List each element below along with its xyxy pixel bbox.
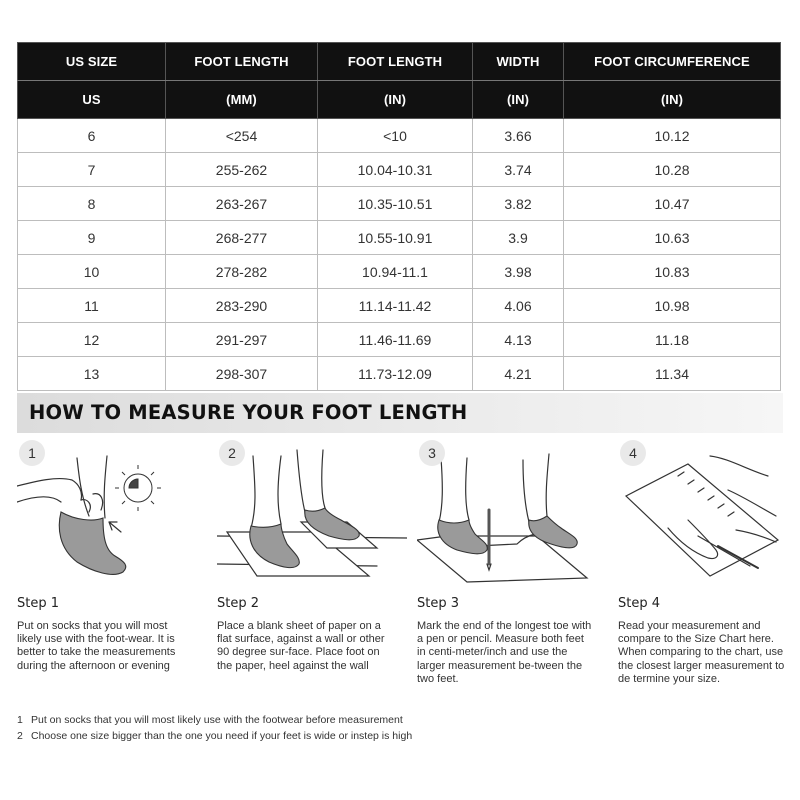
table-row [18,153,781,187]
cell-length-in: <10 [318,119,473,153]
footnote-number: 2 [17,730,23,742]
cell-circumference: 11.34 [564,357,781,391]
header-width: WIDTH [473,43,564,81]
footnote [17,712,777,728]
cell-circumference: 10.12 [564,119,781,153]
table-row [18,357,781,391]
cell-length-mm: 283-290 [166,289,318,323]
table-row [18,221,781,255]
cell-width: 3.9 [473,221,564,255]
table-row [18,323,781,357]
cell-circumference: 10.98 [564,289,781,323]
cell-length-mm: 255-262 [166,153,318,187]
cell-circumference: 11.18 [564,323,781,357]
mark-toe-icon [417,436,607,596]
cell-circumference: 10.47 [564,187,781,221]
cell-us-size: 13 [18,357,166,391]
unit-mm: (MM) [166,81,318,119]
step-3 [417,436,607,706]
table-row [18,187,781,221]
step-label: Step 2 [217,596,260,611]
header-foot-length-in: FOOT LENGTH [318,43,473,81]
feet-on-paper-icon [217,436,407,596]
step-description: Put on socks that you will most likely use with the foot-wear. It is better to take the measurements during the afternoon or evening [17,620,176,672]
footnote-text: Choose one size bigger than the one you need if your feet is wide or instep is high [31,730,413,742]
cell-width: 3.74 [473,153,564,187]
cell-us-size: 10 [18,255,166,289]
table-header-row [18,43,781,81]
cell-width: 4.21 [473,357,564,391]
table-row [18,255,781,289]
step-description: Read your measurement and compare to the Size Chart here. When comparing to the chart, use the closest larger measurement to de termine your size. [618,620,785,685]
step-label: Step 4 [618,596,661,611]
cell-circumference: 10.63 [564,221,781,255]
cell-width: 3.98 [473,255,564,289]
cell-length-mm: 298-307 [166,357,318,391]
step-number: 1 [19,440,45,466]
ruler-measure-icon [618,436,798,596]
cell-length-mm: 278-282 [166,255,318,289]
unit-us: US [18,81,166,119]
cell-length-in: 10.35-10.51 [318,187,473,221]
cell-circumference: 10.83 [564,255,781,289]
step-2 [217,436,407,706]
step-label: Step 1 [17,596,60,611]
cell-length-in: 10.55-10.91 [318,221,473,255]
unit-in-circumference: (IN) [564,81,781,119]
header-foot-length-mm: FOOT LENGTH [166,43,318,81]
cell-us-size: 6 [18,119,166,153]
cell-width: 3.82 [473,187,564,221]
cell-length-in: 10.04-10.31 [318,153,473,187]
footnote [17,728,777,744]
step-description: Mark the end of the longest toe with a pen or pencil. Measure both feet in centi-meter/inch and use the larger measurement be-tween the two feet. [417,620,592,685]
step-description: Place a blank sheet of paper on a flat surface, against a wall or other 90 degree sur-face. Place foot on the paper, heel against the wall [217,620,385,672]
header-foot-circumference: FOOT CIRCUMFERENCE [564,43,781,81]
cell-us-size: 9 [18,221,166,255]
cell-length-in: 11.14-11.42 [318,289,473,323]
unit-in-width: (IN) [473,81,564,119]
cell-length-in: 10.94-11.1 [318,255,473,289]
cell-width: 3.66 [473,119,564,153]
cell-length-mm: 268-277 [166,221,318,255]
step-4 [618,436,800,706]
cell-us-size: 7 [18,153,166,187]
cell-length-mm: 263-267 [166,187,318,221]
cell-width: 4.13 [473,323,564,357]
cell-us-size: 8 [18,187,166,221]
step-number: 2 [219,440,245,466]
step-number: 3 [419,440,445,466]
footnote-text: Put on socks that you will most likely use with the footwear before measurement [31,714,403,726]
step-label: Step 3 [417,596,460,611]
table-unit-row [18,81,781,119]
section-title: HOW TO MEASURE YOUR FOOT LENGTH [29,401,468,424]
cell-us-size: 11 [18,289,166,323]
cell-us-size: 12 [18,323,166,357]
cell-circumference: 10.28 [564,153,781,187]
table-row [18,119,781,153]
cell-length-mm: 291-297 [166,323,318,357]
how-to-measure-banner [17,393,783,433]
footnote-number: 1 [17,714,23,726]
size-chart-table [17,42,781,391]
sock-on-foot-icon [17,436,207,596]
step-number: 4 [620,440,646,466]
cell-length-in: 11.46-11.69 [318,323,473,357]
cell-length-mm: <254 [166,119,318,153]
cell-length-in: 11.73-12.09 [318,357,473,391]
unit-in-length: (IN) [318,81,473,119]
table-row [18,289,781,323]
footnotes [17,712,777,744]
header-us-size: US SIZE [18,43,166,81]
step-1 [17,436,207,706]
cell-width: 4.06 [473,289,564,323]
